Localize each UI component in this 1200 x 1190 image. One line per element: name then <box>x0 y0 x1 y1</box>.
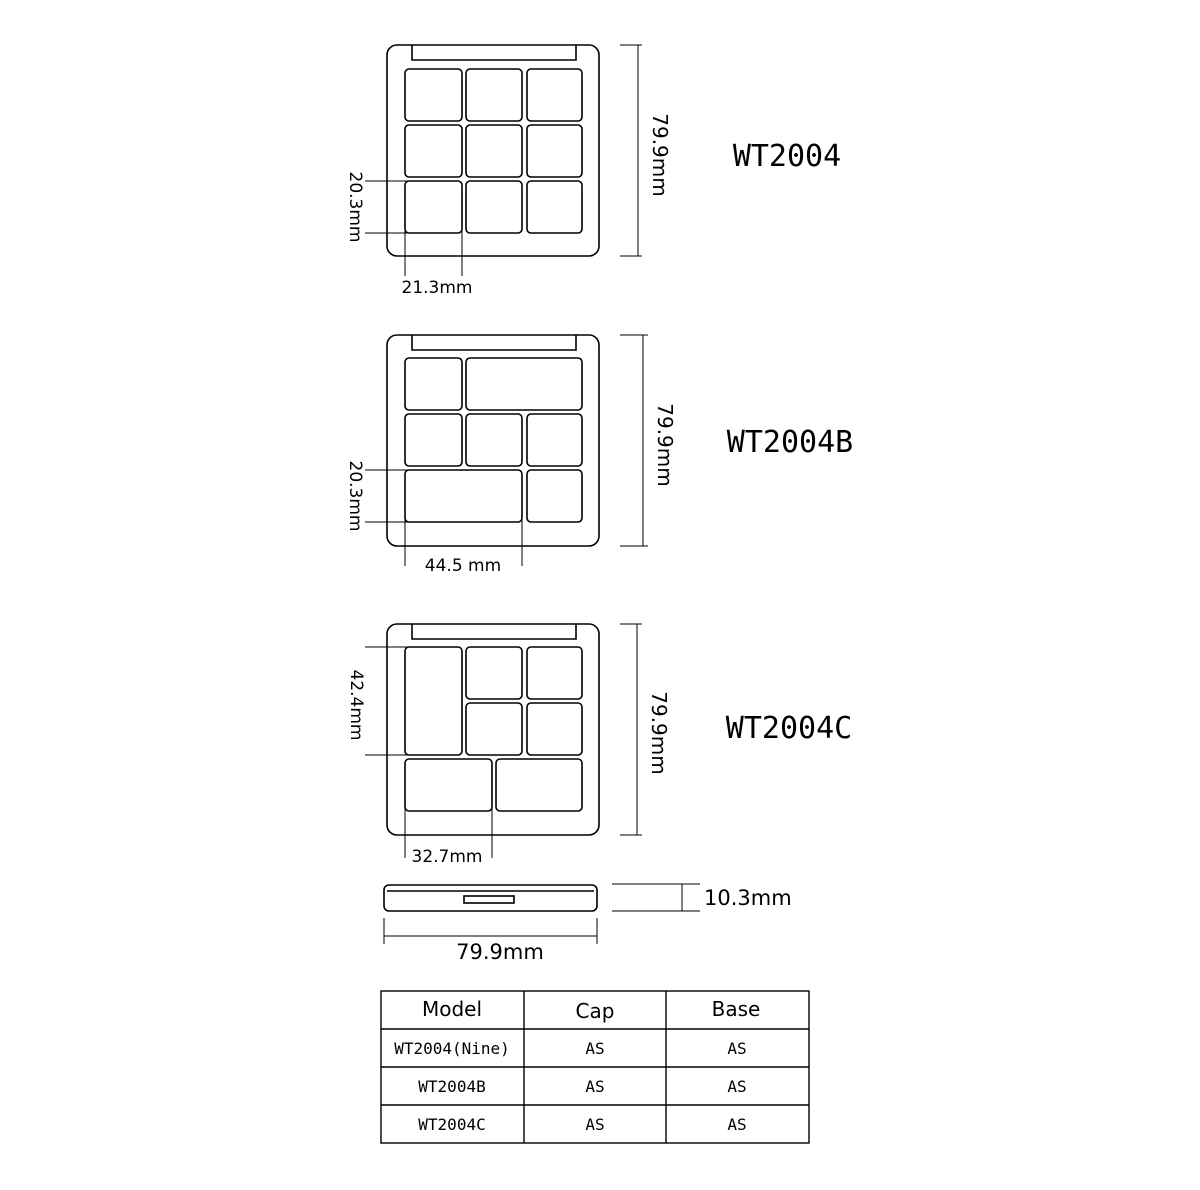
pan <box>466 125 522 177</box>
width-dimension: 79.9mm <box>456 940 544 964</box>
pan <box>527 69 582 121</box>
dimension-lines <box>365 624 642 858</box>
table-cell-model: WT2004(Nine) <box>394 1039 510 1058</box>
clasp <box>464 896 514 903</box>
table-cell-cap: AS <box>585 1077 605 1096</box>
pan-width-dimension: 32.7mm <box>411 847 483 867</box>
palette-case <box>387 45 599 256</box>
model-label: WT2004B <box>726 425 854 460</box>
hinge-tab <box>412 335 576 350</box>
palette-wt2004b <box>365 335 648 566</box>
height-dimension: 79.9mm <box>653 403 677 487</box>
pan <box>527 647 582 699</box>
pan <box>527 703 582 755</box>
pan <box>527 181 582 233</box>
pan <box>527 125 582 177</box>
height-dimension: 79.9mm <box>648 113 672 197</box>
side-view <box>384 884 700 944</box>
hinge-tab <box>412 624 576 639</box>
table-cell-model: WT2004B <box>418 1077 486 1096</box>
model-label: WT2004 <box>732 139 842 174</box>
table-header-cap: Cap <box>575 999 615 1023</box>
table-cell-base: AS <box>727 1115 747 1134</box>
pan <box>527 470 582 522</box>
pan <box>405 414 462 466</box>
pan-height-dimension: 20.3mm <box>345 460 365 532</box>
pan-grid <box>405 358 582 522</box>
thickness-dimension: 10.3mm <box>704 886 792 910</box>
pan <box>466 181 522 233</box>
pan <box>466 414 522 466</box>
table-cell-base: AS <box>727 1077 747 1096</box>
pan-grid <box>405 69 582 233</box>
pan <box>527 414 582 466</box>
pan <box>405 69 462 121</box>
table-cell-cap: AS <box>585 1115 605 1134</box>
dimension-lines <box>365 335 648 566</box>
pan <box>496 759 582 811</box>
hinge-tab <box>412 45 576 60</box>
table-header-base: Base <box>711 997 761 1021</box>
table-cell-cap: AS <box>585 1039 605 1058</box>
pan <box>466 703 522 755</box>
model-label: WT2004C <box>725 711 853 746</box>
pan <box>405 181 462 233</box>
table-header-model: Model <box>421 997 483 1021</box>
pan <box>466 358 582 410</box>
table-cell-base: AS <box>727 1039 747 1058</box>
pan <box>405 470 522 522</box>
palette-wt2004 <box>365 45 642 276</box>
pan <box>466 69 522 121</box>
pan <box>405 759 492 811</box>
pan-width-dimension: 44.5 mm <box>424 556 502 576</box>
dimension-lines <box>365 45 642 276</box>
table-cell-model: WT2004C <box>418 1115 486 1134</box>
pan <box>405 647 462 755</box>
pan-width-dimension: 21.3mm <box>401 278 473 298</box>
height-dimension: 79.9mm <box>647 691 671 775</box>
dimension-lines <box>384 884 700 944</box>
palette-case <box>387 624 599 835</box>
pan <box>405 125 462 177</box>
pan <box>466 647 522 699</box>
palette-case <box>387 335 599 546</box>
pan <box>405 358 462 410</box>
pan-height-dimension: 20.3mm <box>345 171 365 243</box>
side-profile <box>384 885 597 911</box>
pan-grid <box>405 647 582 811</box>
pan-height-dimension: 42.4mm <box>346 669 366 741</box>
palette-wt2004c <box>365 624 642 858</box>
